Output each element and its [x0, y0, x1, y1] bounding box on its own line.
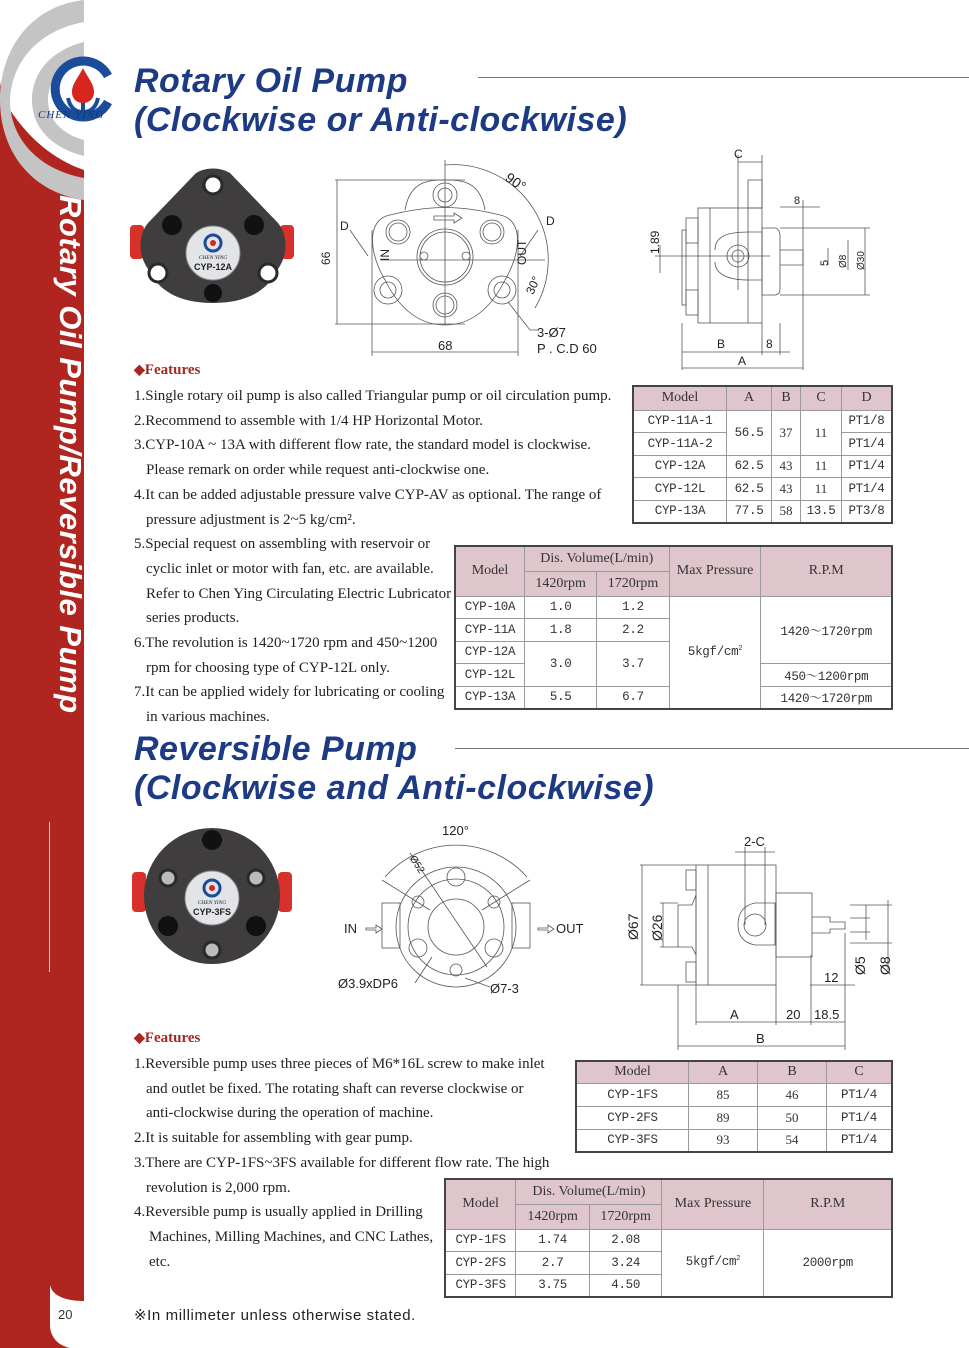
col-header-model: Model [445, 1179, 516, 1229]
diamond-bullet-icon: ◆ [134, 363, 145, 378]
reversible-dimension-table [575, 1060, 893, 1153]
rotary-front-width: 68 [438, 338, 453, 353]
feature-line: 4.Reversible pump is usually applied in Drilling [134, 1204, 423, 1221]
feature-line: 1.Single rotary oil pump is also called Triangular pump or oil circulation pump. [134, 388, 612, 404]
cell-pressure [662, 1229, 764, 1297]
feature-line: etc. [149, 1253, 171, 1270]
cell-rpm: 450～1200rpm [761, 664, 892, 687]
table-row [576, 1083, 892, 1106]
cell-1420: 1.8 [524, 619, 596, 642]
rotary-dimension-table [632, 385, 893, 524]
rotary-side-5: 5 [819, 259, 831, 266]
cell-model: CYP-12A [633, 455, 727, 478]
cell-b: 50 [758, 1106, 827, 1129]
pressure-value: 5kgf/cm [687, 645, 739, 660]
col-header-volume: Dis. Volume(L/min) [524, 546, 669, 571]
col-header: A [689, 1061, 758, 1083]
rotary-front-d-left: D [340, 219, 349, 233]
reversible-side-drawing [610, 825, 900, 1050]
col-header-pressure: Max Pressure [669, 546, 761, 596]
cell-1420: 3.0 [524, 641, 596, 686]
reversible-side-20: 20 [786, 1007, 801, 1022]
cell-model: CYP-2FS [445, 1252, 516, 1275]
cell-c: PT1/4 [827, 1083, 893, 1106]
cell-c: 11 [801, 410, 842, 455]
page-number: 20 [58, 1307, 73, 1322]
reversible-front-angle: 120° [442, 823, 469, 838]
col-header: C [801, 386, 842, 410]
feature-line: Refer to Chen Ying Circulating Electric Lubricator [146, 585, 452, 602]
cell-b: 37 [772, 410, 801, 455]
reversible-features-title-text: Features [144, 1030, 201, 1046]
cell-a: 56.5 [727, 410, 772, 455]
cell-1720: 2.08 [589, 1229, 662, 1252]
cell-1420: 1.74 [516, 1229, 590, 1252]
cell-1720: 3.7 [597, 641, 669, 686]
cell-a: 62.5 [727, 455, 772, 478]
reversible-side-b: B [756, 1031, 765, 1046]
col-header: C [827, 1061, 893, 1083]
rotary-front-in: IN [378, 249, 392, 261]
table-row [445, 1229, 892, 1252]
reversible-side-d26: Ø26 [649, 914, 665, 941]
cell-model: CYP-13A [455, 686, 524, 709]
cell-1420: 2.7 [516, 1252, 590, 1275]
cell-1720: 3.24 [589, 1252, 662, 1275]
cell-1420: 1.0 [524, 596, 596, 619]
cell-c: PT1/4 [827, 1129, 893, 1152]
cell-model: CYP-11A-1 [633, 410, 727, 433]
feature-line: and outlet be fixed. The rotating shaft can reverse clockwise or [146, 1080, 524, 1097]
feature-line: 5.Special request on assembling with reservoir or [134, 536, 431, 553]
reversible-pump-photo [128, 820, 298, 970]
rotary-title-line1: Rotary Oil Pump [134, 62, 408, 100]
col-header-pressure: Max Pressure [662, 1179, 764, 1229]
feature-line: Machines, Milling Machines, and CNC Lathes, [149, 1228, 434, 1245]
cell-b: 43 [772, 455, 801, 478]
cell-c: 11 [801, 478, 842, 501]
reversible-front-out: OUT [556, 921, 584, 936]
cell-model: CYP-12A [455, 641, 524, 664]
reversible-side-12: 12 [824, 970, 839, 985]
col-header: B [772, 386, 801, 410]
col-header-model: Model [455, 546, 524, 596]
title-rule [478, 77, 969, 78]
feature-line: 2.It is suitable for assembling with gear pump. [134, 1130, 413, 1147]
pressure-exponent: 2 [736, 1255, 741, 1264]
pressure-value: 5kgf/cm [685, 1255, 737, 1270]
reversible-photo-label: CYP-3FS [192, 907, 232, 917]
cell-b: 54 [758, 1129, 827, 1152]
col-header: B [758, 1061, 827, 1083]
cell-model: CYP-1FS [445, 1229, 516, 1252]
rotary-side-8-bottom: 8 [766, 337, 773, 351]
table-row [633, 500, 892, 523]
rotary-features-title [134, 362, 200, 379]
rotary-front-drawing [310, 160, 610, 360]
feature-line: 6.The revolution is 1420~1720 rpm and 450~1200 [134, 635, 438, 652]
col-header-1420: 1420rpm [524, 571, 596, 596]
cell-1720: 6.7 [597, 686, 669, 709]
rotary-front-angle-top: 90° [502, 169, 529, 195]
feature-line: in various machines. [146, 709, 270, 726]
cell-b: 43 [772, 478, 801, 501]
feature-line: 4.It can be added adjustable pressure valve CYP-AV as optional. The range of [134, 486, 602, 503]
reversible-side-a: A [730, 1007, 739, 1022]
reversible-side-18-5: 18.5 [814, 1007, 840, 1022]
feature-line: revolution is 2,000 rpm. [146, 1179, 291, 1196]
cell-b: 46 [758, 1083, 827, 1106]
col-header: A [727, 386, 772, 410]
feature-line: pressure adjustment is 2~5 kg/cm². [146, 511, 356, 528]
rotary-side-8-top: 8 [794, 195, 801, 207]
table-row [633, 410, 892, 433]
cell-a: 85 [689, 1083, 758, 1106]
feature-line: 7.It can be applied widely for lubricating or cooling [134, 684, 445, 701]
title-rule [455, 748, 969, 749]
reversible-front-hole2: Ø7-3 [490, 981, 519, 996]
rotary-front-pcd: P . C.D 60 [537, 341, 597, 356]
cell-model: CYP-12L [633, 478, 727, 501]
cell-d: PT1/4 [842, 478, 893, 501]
cell-model: CYP-10A [455, 596, 524, 619]
cell-1420: 5.5 [524, 686, 596, 709]
cell-1720: 1.2 [597, 596, 669, 619]
col-header-1420: 1420rpm [516, 1204, 590, 1229]
feature-line: anti-clockwise during the operation of machine. [146, 1105, 434, 1122]
cell-model: CYP-3FS [576, 1129, 689, 1152]
rotary-side-drawing [620, 140, 880, 370]
feature-line: 3.There are CYP-1FS~3FS available for different flow rate. The high [134, 1154, 550, 1171]
reversible-side-d5: Ø5 [852, 956, 868, 975]
cell-model: CYP-2FS [576, 1106, 689, 1129]
table-row [576, 1106, 892, 1129]
rotary-title-line2: (Clockwise or Anti-clockwise) [134, 101, 628, 139]
col-header: Model [576, 1061, 689, 1083]
feature-line: 2.Recommend to assemble with 1/4 HP Horizontal Motor. [134, 412, 483, 429]
pressure-exponent: 2 [738, 644, 743, 653]
cell-1720: 2.2 [597, 619, 669, 642]
table-row [633, 478, 892, 501]
rotary-side-1-89: 1.89 [648, 230, 662, 254]
cell-model: CYP-11A-2 [633, 433, 727, 456]
cell-d: PT1/4 [842, 455, 893, 478]
feature-line: 3.CYP-10A ~ 13A with different flow rate, the standard model is clockwise. [134, 437, 591, 454]
rotary-front-height: 66 [319, 251, 333, 265]
cell-rpm: 1420～1720rpm [761, 596, 892, 664]
cell-d: PT3/8 [842, 500, 893, 523]
reversible-side-d8: Ø8 [877, 956, 893, 975]
reversible-front-hole1: Ø3.9xDP6 [338, 976, 398, 991]
cell-d: PT1/8 [842, 410, 893, 433]
rotary-photo-label: CYP-12A [193, 262, 233, 272]
cell-pressure [669, 596, 761, 709]
cell-model: CYP-11A [455, 619, 524, 642]
rotary-front-angle-side: 30° [522, 274, 544, 297]
cell-a: 77.5 [727, 500, 772, 523]
cell-model: CYP-1FS [576, 1083, 689, 1106]
reversible-title-line1: Reversible Pump [134, 730, 418, 768]
cell-c: PT1/4 [827, 1106, 893, 1129]
feature-line: series products. [146, 610, 240, 627]
rotary-side-d8: Ø8 [838, 254, 849, 268]
rotary-side-c: C [734, 147, 743, 161]
col-header: D [842, 386, 893, 410]
table-row [633, 455, 892, 478]
reversible-features-title [134, 1030, 200, 1047]
cell-a: 62.5 [727, 478, 772, 501]
col-header-rpm: R.P.M [761, 546, 892, 596]
reversible-side-d67: Ø67 [625, 913, 641, 940]
rotary-side-d30: Ø30 [856, 251, 867, 270]
rotary-photo-brand: CHEN YING [198, 255, 228, 261]
rotary-pump-photo [128, 165, 298, 310]
feature-line: rpm for choosing type of CYP-12L only. [146, 659, 390, 676]
sidebar-title: Rotary Oil Pump/Reversible Pump [53, 195, 88, 714]
cell-c: 11 [801, 455, 842, 478]
cell-d: PT1/4 [842, 433, 893, 456]
reversible-front-dia52: Ø52 [406, 853, 427, 876]
cell-rpm: 2000rpm [764, 1229, 892, 1297]
reversible-title-line2: (Clockwise and Anti-clockwise) [134, 769, 655, 807]
rotary-side-b: B [717, 337, 726, 351]
diamond-bullet-icon: ◆ [134, 1031, 145, 1046]
reversible-side-2c: 2-C [744, 834, 765, 849]
rotary-spec-table [454, 545, 893, 710]
rotary-front-out: OUT [515, 239, 529, 265]
col-header-volume: Dis. Volume(L/min) [516, 1179, 662, 1204]
cell-a: 93 [689, 1129, 758, 1152]
footnote: ※In millimeter unless otherwise stated. [134, 1307, 416, 1324]
cell-a: 89 [689, 1106, 758, 1129]
cell-rpm: 1420～1720rpm [761, 686, 892, 709]
col-header-rpm: R.P.M [764, 1179, 892, 1229]
rotary-front-d-right: D [546, 214, 555, 228]
table-row [455, 596, 892, 619]
col-header-1720: 1720rpm [597, 571, 669, 596]
feature-line: cyclic inlet or motor with fan, etc. are available. [146, 560, 434, 577]
reversible-spec-table [444, 1178, 893, 1298]
cell-1420: 3.75 [516, 1274, 590, 1297]
cell-model: CYP-3FS [445, 1274, 516, 1297]
cell-model: CYP-12L [455, 664, 524, 687]
feature-line: Please remark on order while request anti-clockwise one. [146, 462, 490, 479]
rotary-features-title-text: Features [144, 362, 201, 378]
cell-1720: 4.50 [589, 1274, 662, 1297]
cell-model: CYP-13A [633, 500, 727, 523]
table-row [576, 1129, 892, 1152]
sidebar-divider [49, 822, 50, 972]
feature-line: 1.Reversible pump uses three pieces of M6*16L screw to make inlet [134, 1056, 545, 1072]
reversible-front-in: IN [344, 921, 357, 936]
reversible-front-drawing [330, 815, 600, 1000]
reversible-photo-brand: CHEN YING [197, 900, 227, 906]
cell-b: 58 [772, 500, 801, 523]
col-header: Model [633, 386, 727, 410]
rotary-side-a: A [738, 354, 747, 368]
rotary-front-holes: 3-Ø7 [537, 325, 566, 340]
col-header-1720: 1720rpm [589, 1204, 662, 1229]
brand-name: CHEN YING [38, 109, 105, 121]
cell-c: 13.5 [801, 500, 842, 523]
